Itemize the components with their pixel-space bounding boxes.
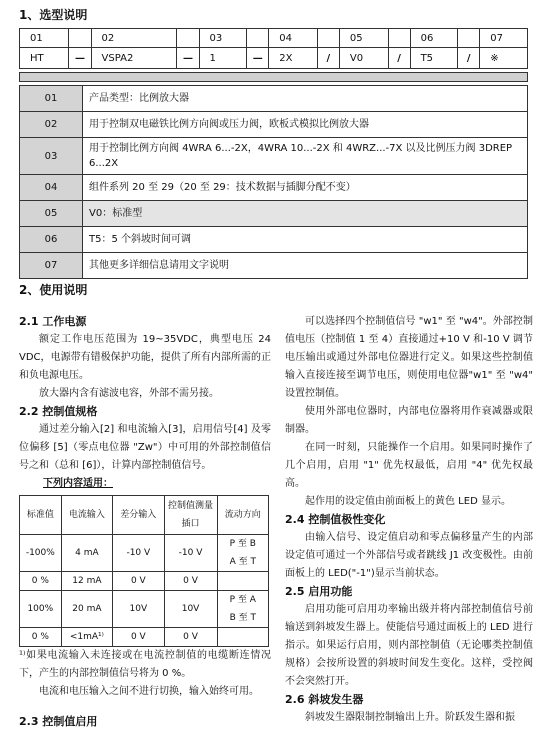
table-cell: 10V (164, 591, 217, 628)
table-row (20, 591, 269, 628)
code-header-cell: 06 (410, 29, 458, 48)
table-cell: 0 % (20, 572, 62, 591)
table-cell: -10 V (164, 535, 217, 572)
code-header-cell: 04 (269, 29, 318, 48)
code-value-cell: VSPA2 (91, 48, 177, 69)
table-header: 标准值 (20, 496, 62, 535)
code-description-table (19, 85, 528, 279)
table-header: 电流输入 (61, 496, 112, 535)
description-text: 产品类型：比例放大器 (83, 86, 528, 112)
description-row (20, 138, 528, 175)
description-text: 用于控制双电磁铁比例方向阀或压力阀，欧板式模拟比例放大器 (83, 112, 528, 138)
code-separator: / (388, 48, 410, 69)
description-text: 其他更多详细信息请用文字说明 (83, 253, 528, 279)
left-column (19, 313, 271, 731)
code-header-cell (177, 29, 199, 48)
table-cell: 0 V (113, 572, 164, 591)
type-code-value-row (20, 48, 528, 69)
code-header-cell (247, 29, 269, 48)
code-value-cell: ※ (480, 48, 528, 69)
paragraph: 启用功能可启用功率输出级并将内部控制值信号前输送到斜坡发生器上。使能信号通过面板上的 LED 进行指示。如果运行启用，则内部控制值（无论哪类控制值规格）会按所设置的斜坡时间发生变化。这样，受控阀不会突然打开。 (285, 604, 533, 687)
table-cell (217, 591, 268, 628)
description-text: V0：标准型 (83, 201, 528, 227)
code-value-cell: T5 (410, 48, 458, 69)
footnote: ¹⁾如果电流输入未连接或在电流控制值的电缆断连情况下，产生的内部控制值信号将为 0 %。 (19, 650, 271, 679)
code-separator: — (177, 48, 199, 69)
paragraph: 通过差分输入[2] 和电流输入[3]，启用信号[4] 及零位偏移 [5]（零点电位器 "Zw"）中可用的外部控制值信号之和（总和 [6]），计算内部控制值信号。 (19, 424, 271, 471)
paragraph: 在同一时刻，只能操作一个启用。如果同时操作了几个启用，启用 "1" 优先权最低，启用 "4" 优先权最高。 (285, 442, 533, 489)
table-cell (217, 628, 268, 647)
table-cell: 100% (20, 591, 62, 628)
description-row (20, 227, 528, 253)
paragraph: 由输入信号、设定值启动和零点偏移量产生的内部设定值可通过一个外部信号或者跳线 J1 改变极性。由前面板上的 LED("-1")显示当前状态。 (285, 532, 533, 579)
section2-title: 2、使用说明 (19, 283, 88, 297)
subsection-2-1-title: 2.1 工作电源 (19, 315, 87, 328)
description-text: T5：5 个斜坡时间可调 (83, 227, 528, 253)
table-cell: 20 mA (61, 591, 112, 628)
table-cell: 4 mA (61, 535, 112, 572)
paragraph: 使用外部电位器时，内部电位器将用作衰减器或限制器。 (285, 406, 533, 435)
code-separator: / (458, 48, 480, 69)
table-cell: 12 mA (61, 572, 112, 591)
table-cell: <1mA¹⁾ (61, 628, 112, 647)
subsection-2-4-title: 2.4 控制值极性变化 (285, 513, 386, 526)
code-separator: — (69, 48, 91, 69)
table-row (20, 628, 269, 647)
table-cell (217, 535, 268, 572)
type-code-table (19, 28, 528, 69)
code-header-cell (317, 29, 339, 48)
table-header: 差分输入 (113, 496, 164, 535)
description-row (20, 253, 528, 279)
code-header-cell: 03 (199, 29, 247, 48)
table-cell: -100% (20, 535, 62, 572)
description-number: 07 (20, 253, 83, 279)
description-number: 02 (20, 112, 83, 138)
control-value-table (19, 495, 269, 647)
code-header-cell: 01 (20, 29, 69, 48)
table-cell (217, 572, 268, 591)
code-value-cell: 2X (269, 48, 318, 69)
section1-title: 1、选型说明 (19, 8, 88, 22)
description-text: 用于控制比例方向阀 4WRA 6...-2X，4WRA 10...-2X 和 4WRZ...-7X 以及比例压力阀 3DREP 6...2X (83, 138, 528, 175)
flow-line: A 至 T (229, 557, 256, 567)
description-text: 组件系列 20 至 29（20 至 29：技术数据与插脚分配不变） (83, 175, 528, 201)
table-cell: -10 V (113, 535, 164, 572)
code-header-cell (388, 29, 410, 48)
code-header-cell (69, 29, 91, 48)
description-number: 03 (20, 138, 83, 175)
paragraph: 额定工作电压范围为 19~35VDC，典型电压 24 VDC，电源带有错极保护功能，提供了所有内部所需的正和负电源电压。 (19, 334, 271, 381)
description-row (20, 201, 528, 227)
table-header-row (20, 496, 269, 535)
flow-line: P 至 A (229, 595, 256, 605)
subsection-2-2-title: 2.2 控制值规格 (19, 405, 98, 418)
description-number: 06 (20, 227, 83, 253)
description-row (20, 112, 528, 138)
flow-line: P 至 B (229, 539, 256, 549)
table-cell: 0 V (164, 628, 217, 647)
table-header: 控制值测量插口 (164, 496, 217, 535)
paragraph: 斜坡发生器限制控制输出上升。阶跃发生器和振 (305, 712, 515, 723)
table-row (20, 572, 269, 591)
right-column (285, 313, 533, 727)
code-value-cell: V0 (339, 48, 388, 69)
table-cell: 0 V (113, 628, 164, 647)
paragraph: 电流和电压输入之间不进行切换，输入始终可用。 (39, 686, 259, 697)
code-header-cell: 07 (480, 29, 528, 48)
subsection-2-3-title: 2.3 控制值启用 (19, 715, 98, 728)
code-separator: — (247, 48, 269, 69)
table-cell: 10V (113, 591, 164, 628)
paragraph: 起作用的设定值由前面板上的黄色 LED 显示。 (305, 496, 511, 507)
description-number: 01 (20, 86, 83, 112)
code-header-cell: 02 (91, 29, 177, 48)
code-value-cell: HT (20, 48, 69, 69)
table-row (20, 535, 269, 572)
flow-line: B 至 T (229, 613, 256, 623)
type-code-header-row (20, 29, 528, 48)
paragraph: 可以选择四个控制值信号 "w1" 至 "w4"。外部控制值电压（控制值 1 至 4）直接通过+10 V 和-10 V 调节电压输出或通过外部电位器进行定义。如果这些控制值输入直接连接至调节电压，则使用电位器"w1" 至 "w4" 设置控制值。 (285, 316, 533, 399)
divider-bar (19, 72, 528, 82)
description-number: 04 (20, 175, 83, 201)
code-header-cell (458, 29, 480, 48)
table-cell: 0 V (164, 572, 217, 591)
code-header-cell: 05 (339, 29, 388, 48)
code-value-cell: 1 (199, 48, 247, 69)
subsection-2-6-title: 2.6 斜坡发生器 (285, 693, 364, 706)
table-header: 流动方向 (217, 496, 268, 535)
description-row (20, 175, 528, 201)
description-row (20, 86, 528, 112)
subsection-2-5-title: 2.5 启用功能 (285, 585, 353, 598)
table-cell: 0 % (20, 628, 62, 647)
description-number: 05 (20, 201, 83, 227)
paragraph: 放大器内含有滤波电容，外部不需另接。 (39, 388, 219, 399)
modes-title: 下列内容适用： (43, 478, 113, 489)
code-separator: / (317, 48, 339, 69)
